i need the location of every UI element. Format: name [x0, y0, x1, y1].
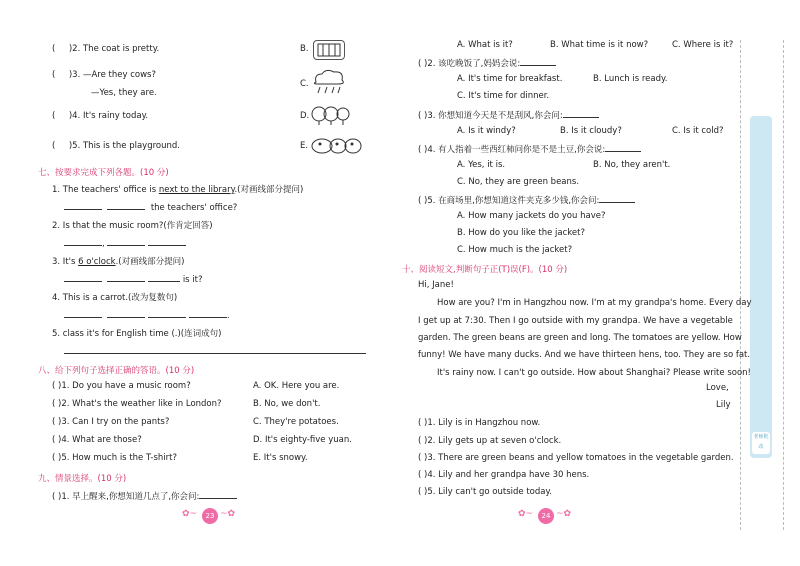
passage-line-4: funny! We have many ducks. And we have thirteen hens, too. They are so fat.	[418, 350, 751, 360]
page-deco-left: ✿~	[182, 509, 198, 519]
sec8-q1: ( )1. Do you have a music room?	[52, 381, 191, 391]
tf-1: ( )1. Lily is in Hangzhou now.	[418, 418, 541, 428]
letter-greeting: Hi, Jane!	[418, 280, 454, 290]
sec7-q1: 1. The teachers' office is next to the library.(对画线部分提问)	[52, 185, 304, 195]
left-q5: ( )5. This is the playground.	[52, 141, 180, 151]
left-q3-answer: —Yes, they are.	[91, 88, 157, 98]
teacher-tag: 老师批改	[752, 432, 770, 454]
playground-icon	[310, 134, 362, 156]
teacher-sidebar	[750, 116, 772, 458]
passage-line-5: It's rainy now. I can't go outside. How about Shanghai? Please write soon!	[437, 368, 751, 378]
sec7-title: 七、按要求完成下列各题。(10 分)	[38, 168, 169, 178]
page-deco-left-2: ~✿	[220, 509, 236, 519]
binding-line	[740, 40, 741, 530]
sec8-a3: C. They're potatoes.	[253, 417, 339, 427]
sec9-title: 九、情景选择。(10 分)	[38, 474, 127, 484]
sec8-title: 八、给下列句子选择正确的答语。(10 分)	[38, 366, 195, 376]
coat-icon	[313, 40, 345, 60]
sec8-q2: ( )2. What's the weather like in London?	[52, 399, 222, 409]
r-q4-b: B. No, they aren't.	[593, 160, 671, 170]
r-q5-a: A. How many jackets do you have?	[457, 211, 606, 221]
r-q3-c: C. Is it cold?	[672, 126, 724, 136]
left-q4: ( )4. It's rainy today.	[52, 111, 149, 121]
opt-d: D.	[300, 111, 310, 121]
r-q2-a: A. It's time for breakfast.	[457, 74, 563, 84]
r-q5-c: C. How much is the jacket?	[457, 245, 573, 255]
r-q1-opt-a: A. What is it?	[457, 40, 513, 50]
r-q4-c: C. No, they are green beans.	[457, 177, 580, 187]
r-q3-b: B. Is it cloudy?	[560, 126, 622, 136]
sec7-q3-answer: is it?	[64, 273, 203, 285]
left-q3: ( )3. —Are they cows?	[52, 70, 156, 80]
sec8-a2: B. No, we don't.	[253, 399, 321, 409]
page-deco-right: ✿~	[518, 509, 534, 519]
passage-line-3: garden. The green beans are green and long. The tomatoes are yellow. How	[418, 333, 742, 343]
sec7-q1-answer: the teachers' office?	[64, 201, 237, 213]
r-q1-opt-b: B. What time is it now?	[550, 40, 649, 50]
sec7-q4-answer: .	[64, 309, 230, 321]
binding-line	[783, 40, 784, 530]
letter-sign-love: Love,	[706, 383, 729, 393]
sec8-q5: ( )5. How much is the T-shirt?	[52, 453, 177, 463]
trees-icon	[310, 104, 350, 126]
sec8-a1: A. OK. Here you are.	[253, 381, 340, 391]
tf-2: ( )2. Lily gets up at seven o'clock.	[418, 436, 562, 446]
sec7-q4: 4. This is a carrot.(改为复数句)	[52, 293, 178, 303]
sec8-q4: ( )4. What are those?	[52, 435, 142, 445]
sec8-a4: D. It's eighty-five yuan.	[253, 435, 352, 445]
sec7-q2: 2. Is that the music room?(作肯定回答)	[52, 221, 213, 231]
sec8-q3: ( )3. Can I try on the pants?	[52, 417, 170, 427]
r-q2-b: B. Lunch is ready.	[593, 74, 668, 84]
r-q5: ( )5. 在商场里,你想知道这件夹克多少钱,你会问:	[418, 194, 635, 206]
opt-c: C.	[300, 79, 309, 89]
passage-line-1: How are you? I'm in Hangzhou now. I'm at my grandpa's home. Every day	[437, 298, 752, 308]
sec9-q1: ( )1. 早上醒来,你想知道几点了,你会问:	[52, 490, 237, 502]
opt-b: B.	[300, 44, 309, 54]
page-number-left: 23	[202, 508, 218, 524]
sec10-title: 十、阅读短文,判断句子正(T)误(F)。(10 分)	[402, 265, 568, 275]
r-q4: ( )4. 有人指着一些西红柿问你是不是土豆,你会说:	[418, 143, 641, 155]
opt-e: E.	[300, 141, 309, 151]
r-q3-a: A. Is it windy?	[457, 126, 516, 136]
letter-sign-name: Lily	[716, 400, 731, 410]
left-q2: ( )2. The coat is pretty.	[52, 44, 160, 54]
r-q2-c: C. It's time for dinner.	[457, 91, 550, 101]
page-deco-right-2: ~✿	[556, 509, 572, 519]
r-q1-opt-c: C. Where is it?	[672, 40, 734, 50]
sec7-q2-answer: ,	[64, 237, 186, 249]
tf-5: ( )5. Lily can't go outside today.	[418, 487, 552, 497]
r-q4-a: A. Yes, it is.	[457, 160, 506, 170]
sec7-q5-answer-line	[64, 353, 366, 354]
cloud-rain-icon	[310, 68, 348, 96]
passage-line-2: I get up at 7:30. Then I go outside with my grandpa. We have a vegetable	[418, 316, 733, 326]
r-q3: ( )3. 你想知道今天是不是刮风,你会问:	[418, 109, 599, 121]
r-q2: ( )2. 该吃晚饭了,妈妈会说:	[418, 57, 556, 69]
tf-4: ( )4. Lily and her grandpa have 30 hens.	[418, 470, 590, 480]
tf-3: ( )3. There are green beans and yellow tomatoes in the vegetable garden.	[418, 453, 734, 463]
r-q5-b: B. How do you like the jacket?	[457, 228, 585, 238]
sec8-a5: E. It's snowy.	[253, 453, 308, 463]
sec7-q3: 3. It's 6 o'clock.(对画线部分提问)	[52, 257, 185, 267]
sec7-q5: 5. class it's for English time (.)(连词成句)	[52, 329, 222, 339]
page-number-right: 24	[538, 508, 554, 524]
